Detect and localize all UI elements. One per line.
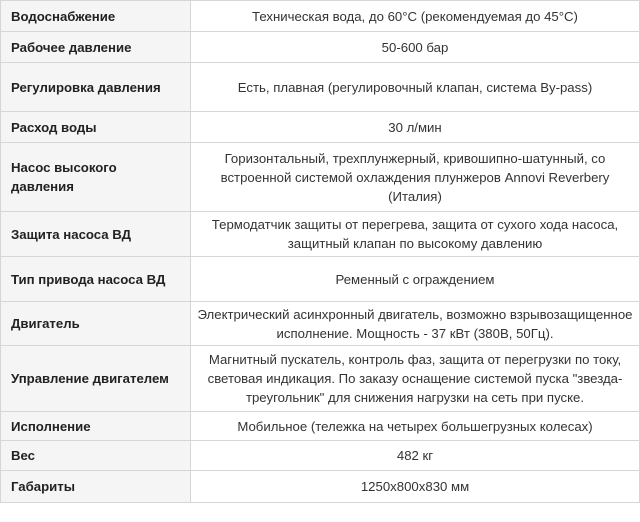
spec-value-working-pressure: 50-600 бар (191, 32, 640, 63)
spec-value-weight: 482 кг (191, 441, 640, 471)
spec-value-pump-protection: Термодатчик защиты от перегрева, защита от сухого хода насоса, защитный клапан по высокому давлению (191, 212, 640, 257)
table-row (1, 302, 640, 346)
spec-value-engine: Электрический асинхронный двигатель, возможно взрывозащищенное исполнение. Мощность - 37 кВт (380В, 50Гц). (191, 302, 640, 346)
spec-value-pressure-regulation: Есть, плавная (регулировочный клапан, система By-pass) (191, 63, 640, 112)
table-row (1, 1, 640, 32)
spec-label-dimensions: Габариты (1, 471, 191, 503)
spec-label-pump-drive: Тип привода насоса ВД (1, 257, 191, 302)
table-row (1, 257, 640, 302)
spec-label-design: Исполнение (1, 412, 191, 441)
spec-value-water-supply: Техническая вода, до 60°С (рекомендуемая до 45°С) (191, 1, 640, 32)
spec-label-engine: Двигатель (1, 302, 191, 346)
spec-value-pump-drive: Ременный с ограждением (191, 257, 640, 302)
spec-value-design: Мобильное (тележка на четырех большегрузных колесах) (191, 412, 640, 441)
table-row (1, 212, 640, 257)
spec-label-working-pressure: Рабочее давление (1, 32, 191, 63)
spec-label-high-pressure-pump: Насос высокого давления (1, 143, 191, 212)
table-row (1, 32, 640, 63)
spec-label-water-supply: Водоснабжение (1, 1, 191, 32)
table-row (1, 471, 640, 503)
table-row (1, 112, 640, 143)
spec-value-water-flow: 30 л/мин (191, 112, 640, 143)
spec-value-dimensions: 1250х800х830 мм (191, 471, 640, 503)
spec-value-high-pressure-pump: Горизонтальный, трехплунжерный, кривошипно-шатунный, со встроенной системой охлаждения плунжеров Annovi Reverbery (Италия) (191, 143, 640, 212)
spec-label-water-flow: Расход воды (1, 112, 191, 143)
table-row (1, 63, 640, 112)
table-row (1, 412, 640, 441)
spec-value-engine-control: Магнитный пускатель, контроль фаз, защита от перегрузки по току, световая индикация. По заказу оснащение системой пуска "звезда-треугольник" для снижения нагрузки на сеть при пуске. (191, 346, 640, 412)
spec-label-pump-protection: Защита насоса ВД (1, 212, 191, 257)
spec-label-pressure-regulation: Регулировка давления (1, 63, 191, 112)
table-row (1, 143, 640, 212)
spec-label-weight: Вес (1, 441, 191, 471)
table-row (1, 441, 640, 471)
spec-label-engine-control: Управление двигателем (1, 346, 191, 412)
table-row (1, 346, 640, 412)
